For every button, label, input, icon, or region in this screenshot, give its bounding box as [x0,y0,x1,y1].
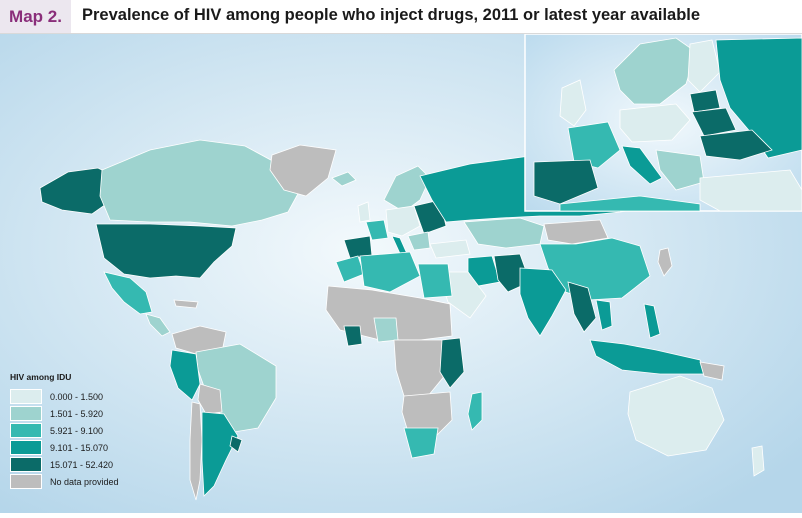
country-uk[interactable] [358,202,370,222]
legend-swatch [10,423,42,438]
legend-item [10,405,140,422]
country-nigeria[interactable] [374,318,398,342]
legend-label: No data provided [50,476,119,487]
legend-item [10,473,140,490]
map-number: Map 2. [0,0,71,33]
legend-item [10,456,140,473]
map-header [0,0,802,34]
legend-item [10,439,140,456]
europe-inset [525,34,802,211]
legend-item [10,422,140,439]
country-egypt[interactable] [418,264,452,298]
legend-label: 5.921 - 9.100 [50,425,104,436]
legend-item [10,388,140,405]
legend-label: 1.501 - 5.920 [50,408,104,419]
map-title: Prevalence of HIV among people who inject drugs, 2011 or latest year available [82,6,701,24]
legend-label: 15.071 - 52.420 [50,459,114,470]
legend [10,372,140,490]
legend-swatch [10,389,42,404]
legend-swatch [10,406,42,421]
legend-swatch [10,440,42,455]
legend-label: 9.101 - 15.070 [50,442,109,453]
legend-title: HIV among IDU [10,372,72,382]
legend-swatch [10,474,42,489]
inset-baltics[interactable] [690,90,720,112]
legend-label: 0.000 - 1.500 [50,391,104,402]
legend-swatch [10,457,42,472]
country-new-zealand[interactable] [752,446,764,476]
